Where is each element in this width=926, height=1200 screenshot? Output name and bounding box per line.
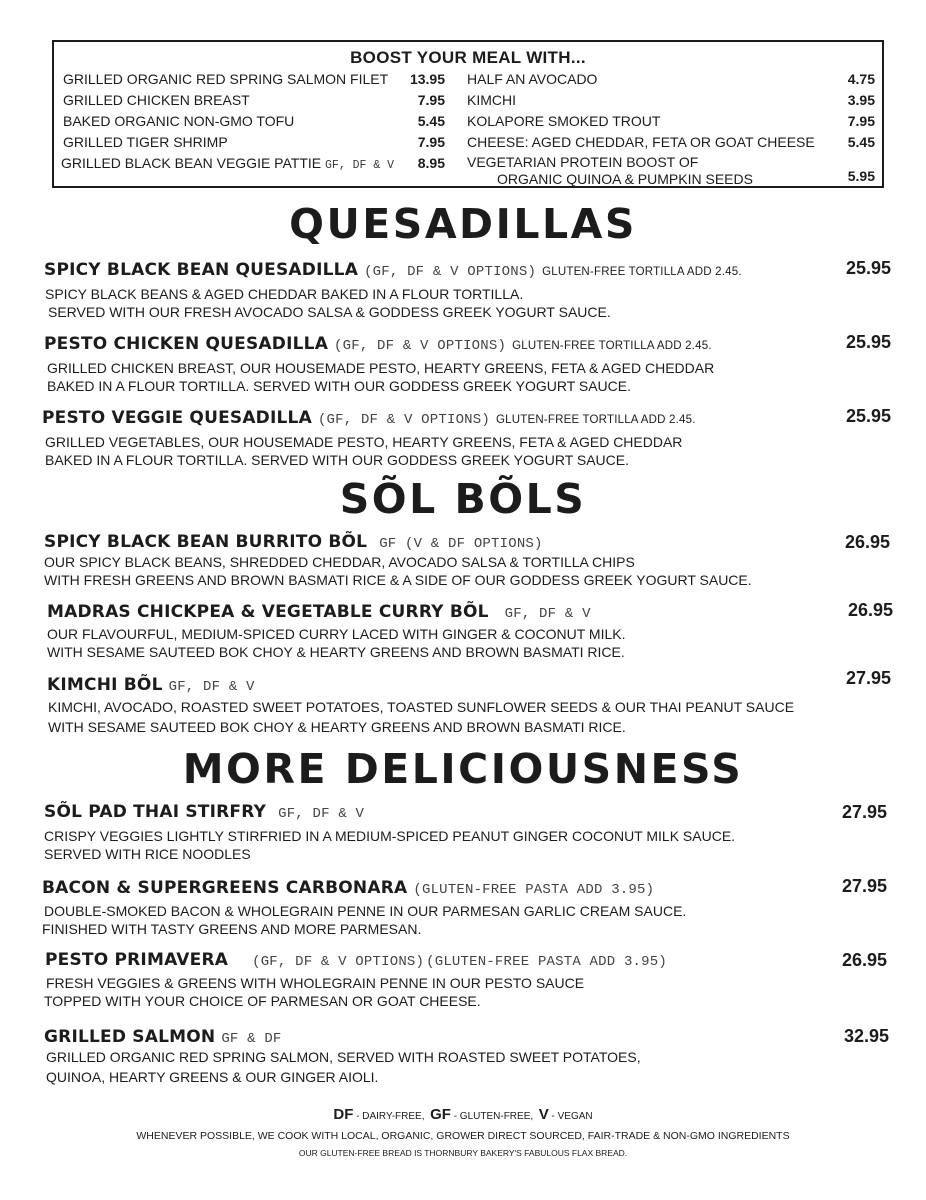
menu-item-price: 26.95 (845, 532, 891, 552)
menu-item-name: PESTO CHICKEN QUESADILLA (GF, DF & V OPTIONS) GLUTEN-FREE TORTILLA ADD 2.45. (44, 334, 712, 354)
boost-item-price: 4.75 (847, 71, 875, 87)
legend-text: - DAIRY-FREE, (356, 1111, 425, 1122)
menu-item-description: BAKED IN A FLOUR TORTILLA. SERVED WITH OUR GODDESS GREEK YOGURT SAUCE. (47, 378, 632, 394)
menu-item-description: QUINOA, HEARTY GREENS & OUR GINGER AIOLI. (46, 1069, 379, 1085)
footer-sourcing-note: WHENEVER POSSIBLE, WE COOK WITH LOCAL, ORGANIC, GROWER DIRECT SOURCED, FAIR-TRADE & NON-GMO INGREDIENTS (136, 1130, 790, 1142)
menu-item-name: MADRAS CHICKPEA & VEGETABLE CURRY BÕL GF, DF & V (47, 602, 591, 622)
legend-code: GF (430, 1106, 451, 1123)
boost-item-price: 7.95 (417, 92, 445, 108)
menu-item-description: WITH SESAME SAUTEED BOK CHOY & HEARTY GREENS AND BROWN BASMATI RICE. (47, 644, 625, 660)
boost-item-name: GRILLED BLACK BEAN VEGGIE PATTIE GF, DF & V (61, 155, 395, 172)
diet-tag: GF, DF & V (278, 806, 365, 822)
menu-item-description: FRESH VEGGIES & GREENS WITH WHOLEGRAIN PENNE IN OUR PESTO SAUCE (46, 975, 585, 991)
menu-item-description: KIMCHI, AVOCADO, ROASTED SWEET POTATOES, TOASTED SUNFLOWER SEEDS & OUR THAI PEANUT SAUCE (48, 699, 795, 715)
menu-item-price: 26.95 (848, 600, 894, 620)
boost-item-name: GRILLED ORGANIC RED SPRING SALMON FILET (63, 71, 389, 87)
boost-item-name: BAKED ORGANIC NON-GMO TOFU (63, 113, 295, 129)
menu-item-description: FINISHED WITH TASTY GREENS AND MORE PARMESAN. (42, 921, 422, 937)
boost-item-price: 5.95 (847, 168, 875, 184)
boost-item-price: 3.95 (847, 92, 875, 108)
menu-item-name: SÕL PAD THAI STIRFRY GF, DF & V (44, 802, 365, 822)
boost-item-price: 8.95 (417, 155, 445, 171)
diet-tag: GF (V & DF OPTIONS) (379, 536, 543, 552)
menu-item-description: OUR FLAVOURFUL, MEDIUM-SPICED CURRY LACED WITH GINGER & COCONUT MILK. (47, 626, 626, 642)
boost-item-name: VEGETARIAN PROTEIN BOOST OF (467, 154, 699, 170)
menu-item-description: SPICY BLACK BEANS & AGED CHEDDAR BAKED IN A FLOUR TORTILLA. (45, 286, 524, 302)
menu-item-price: 27.95 (842, 876, 888, 896)
menu-item-name: GRILLED SALMON GF & DF (44, 1027, 282, 1047)
menu-item-description: WITH SESAME SAUTEED BOK CHOY & HEARTY GREENS AND BROWN BASMATI RICE. (48, 719, 626, 735)
boost-item-price: 7.95 (417, 134, 445, 150)
diet-tag: (GF, DF & V OPTIONS) (317, 412, 490, 428)
menu-item-description: BAKED IN A FLOUR TORTILLA. SERVED WITH OUR GODDESS GREEK YOGURT SAUCE. (45, 452, 630, 468)
menu-item-name: BACON & SUPERGREENS CARBONARA (GLUTEN-FREE PASTA ADD 3.95) (42, 878, 655, 898)
boost-item-name: KIMCHI (467, 92, 516, 108)
boost-item-price: 5.45 (847, 134, 875, 150)
menu-item-price: 27.95 (846, 668, 892, 688)
diet-tag: (GF, DF & V OPTIONS) (252, 954, 425, 970)
menu-item-price: 25.95 (846, 258, 892, 278)
diet-tag: GF & DF (221, 1031, 282, 1047)
menu-item-description: TOPPED WITH YOUR CHOICE OF PARMESAN OR GOAT CHEESE. (44, 993, 481, 1009)
menu-item-description: WITH FRESH GREENS AND BROWN BASMATI RICE & A SIDE OF OUR GODDESS GREEK YOGURT SAUCE. (44, 572, 752, 588)
legend-text: - VEGAN (551, 1111, 593, 1122)
diet-tag: (GF, DF & V OPTIONS) (334, 338, 507, 354)
boost-item-name: GRILLED CHICKEN BREAST (63, 92, 250, 108)
boost-item-name: KOLAPORE SMOKED TROUT (467, 113, 661, 129)
section-title-quesadillas: QUESADILLAS (289, 200, 637, 248)
item-note: GLUTEN-FREE TORTILLA ADD 2.45. (495, 414, 696, 426)
diet-tag: GF, DF & V (168, 679, 255, 695)
menu-item-name: SPICY BLACK BEAN QUESADILLA (GF, DF & V OPTIONS) GLUTEN-FREE TORTILLA ADD 2.45. (44, 260, 742, 280)
menu-item-price: 25.95 (846, 332, 892, 352)
diet-tag: (GF, DF & V OPTIONS) (364, 264, 537, 280)
boost-item-name-line2: ORGANIC QUINOA & PUMPKIN SEEDS (497, 171, 753, 187)
legend-code: V (538, 1106, 549, 1123)
menu-item-price: 25.95 (846, 406, 892, 426)
item-note: GLUTEN-FREE TORTILLA ADD 2.45. (542, 266, 742, 278)
menu-item-name: KIMCHI BÕL GF, DF & V (47, 675, 255, 695)
boost-item-price: 5.45 (417, 113, 445, 129)
boost-box (52, 40, 884, 188)
menu-item-description: SERVED WITH OUR FRESH AVOCADO SALSA & GODDESS GREEK YOGURT SAUCE. (48, 304, 611, 320)
menu-item-price: 26.95 (842, 950, 888, 970)
item-note: (GLUTEN-FREE PASTA ADD 3.95) (426, 954, 667, 970)
boost-title: BOOST YOUR MEAL WITH... (350, 48, 586, 67)
menu-item-price: 32.95 (844, 1026, 890, 1046)
diet-tag: GF, DF & V (504, 606, 591, 622)
diet-tag: (GLUTEN-FREE PASTA ADD 3.95) (413, 882, 655, 898)
menu-item-name: SPICY BLACK BEAN BURRITO BÕL GF (V & DF OPTIONS) (44, 532, 543, 552)
footer-bread-note: OUR GLUTEN-FREE BREAD IS THORNBURY BAKERY'S FABULOUS FLAX BREAD. (298, 1148, 628, 1158)
boost-item-name: CHEESE: AGED CHEDDAR, FETA OR GOAT CHEESE (467, 134, 815, 150)
diet-legend (0, 1106, 926, 1123)
menu-item-description: SERVED WITH RICE NOODLES (44, 846, 251, 862)
legend-text: - GLUTEN-FREE, (453, 1111, 534, 1122)
menu-item-description: DOUBLE-SMOKED BACON & WHOLEGRAIN PENNE IN OUR PARMESAN GARLIC CREAM SAUCE. (44, 903, 687, 919)
menu-item-description: GRILLED CHICKEN BREAST, OUR HOUSEMADE PESTO, HEARTY GREENS, FETA & AGED CHEDDAR (47, 360, 715, 376)
legend-code: DF (333, 1106, 354, 1123)
item-note: GLUTEN-FREE TORTILLA ADD 2.45. (512, 340, 712, 352)
menu-item-description: CRISPY VEGGIES LIGHTLY STIRFRIED IN A MEDIUM-SPICED PEANUT GINGER COCONUT MILK SAUCE. (44, 828, 736, 844)
diet-tag: GF, DF & V (325, 159, 395, 172)
section-title-more-deliciousness: MORE DELICIOUSNESS (182, 745, 744, 793)
boost-item-name: GRILLED TIGER SHRIMP (63, 134, 228, 150)
menu-item-name: PESTO PRIMAVERA (GF, DF & V OPTIONS) (GLUTEN-FREE PASTA ADD 3.95) (45, 950, 667, 970)
section-title-sol-bols: SÕL BÕLS (339, 475, 587, 523)
menu-item-price: 27.95 (842, 802, 888, 822)
boost-item-name: HALF AN AVOCADO (467, 71, 598, 87)
menu-item-description: GRILLED ORGANIC RED SPRING SALMON, SERVED WITH ROASTED SWEET POTATOES, (46, 1049, 641, 1065)
menu-item-description: OUR SPICY BLACK BEANS, SHREDDED CHEDDAR, AVOCADO SALSA & TORTILLA CHIPS (44, 554, 635, 570)
menu-item-name: PESTO VEGGIE QUESADILLA (GF, DF & V OPTIONS) GLUTEN-FREE TORTILLA ADD 2.45. (42, 408, 696, 428)
boost-item-price: 7.95 (847, 113, 875, 129)
boost-item-price: 13.95 (409, 71, 445, 87)
menu-item-description: GRILLED VEGETABLES, OUR HOUSEMADE PESTO, HEARTY GREENS, FETA & AGED CHEDDAR (45, 434, 683, 450)
